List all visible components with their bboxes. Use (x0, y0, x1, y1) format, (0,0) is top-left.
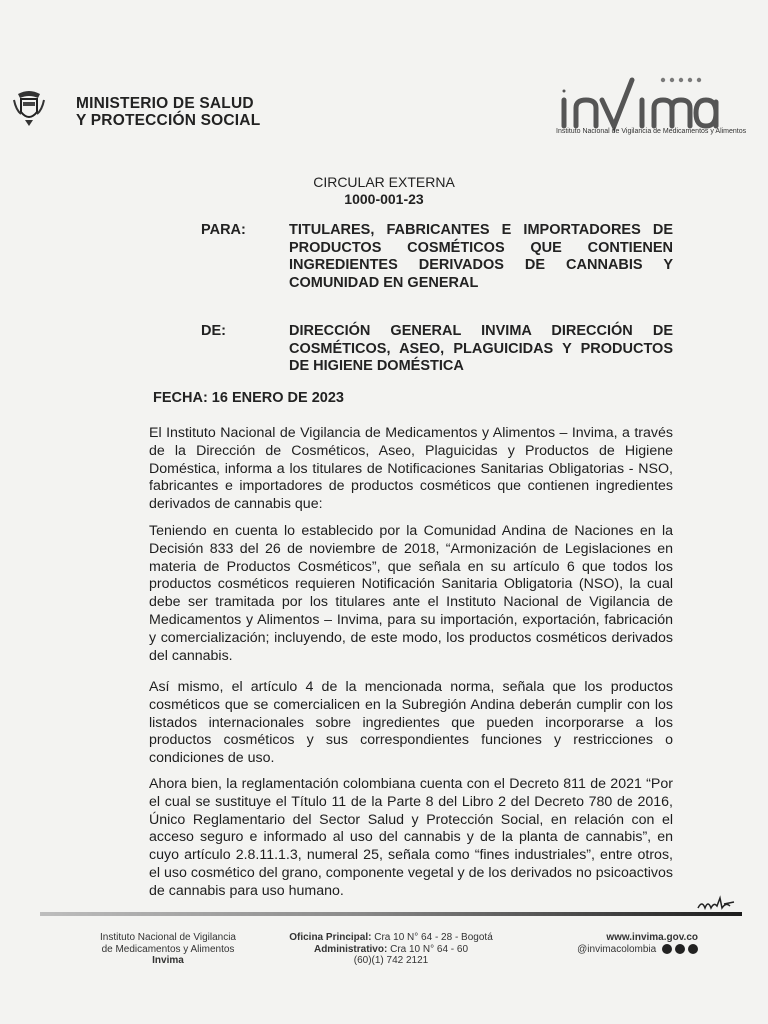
footer-addresses (280, 932, 502, 967)
ministry-name-line2: Y PROTECCIÓN SOCIAL (76, 112, 261, 129)
para-recipients: TITULARES, FABRICANTES E IMPORTADORES DE PRODUCTOS COSMÉTICOS QUE CONTIENEN INGREDIENTES DERIVADOS DE CANNABIS Y COMUNIDAD EN GENERAL (289, 222, 673, 291)
de-label: DE: (201, 323, 226, 339)
ministry-name-line1: MINISTERIO DE SALUD (76, 95, 254, 112)
facebook-icon (662, 944, 672, 954)
footer-contact (548, 932, 698, 955)
body-paragraph-3: Así mismo, el artículo 4 de la mencionada norma, señala que los productos cosméticos que se comercialicen en la Subregión Andina deberán cumplir con los listados internacionales sobre ingredientes que pueden incorporarse a los productos cosméticos y sus correspondientes funciones y restricciones o condiciones de uso. (149, 679, 673, 767)
title-line2: 1000-001-23 (344, 191, 424, 207)
ministry-name (76, 95, 260, 129)
invima-logo (556, 72, 736, 134)
footer-phone: (60)(1) 742 2121 (353, 955, 429, 966)
footer-institution (88, 932, 248, 967)
twitter-icon (675, 944, 685, 954)
de-sender: DIRECCIÓN GENERAL INVIMA DIRECCIÓN DE COSMÉTICOS, ASEO, PLAGUICIDAS Y PRODUCTOS DE HIGIENE DOMÉSTICA (289, 323, 673, 374)
footer-website: www.invima.gov.co (606, 932, 698, 943)
footer-admin-address: Cra 10 N° 64 - 60 (390, 943, 469, 955)
body-paragraph-1: El Instituto Nacional de Vigilancia de Medicamentos y Alimentos – Invima, a través de la Dirección de Cosméticos, Aseo, Plaguicidas y Productos de Higiene Doméstica, informa a los titulares de Notificaciones Sanitarias Obligatorias - NSO, fabricantes e importadores de productos cosméticos que contienen ingredientes derivados de cannabis que: (149, 425, 673, 513)
footer-main-office-label: Oficina Principal: (289, 932, 372, 943)
footer-institution-line2: de Medicamentos y Alimentos (101, 943, 235, 955)
footer-divider (40, 912, 742, 916)
footer-institution-line3: Invima (152, 955, 184, 966)
body-paragraph-2: Teniendo en cuenta lo establecido por la Comunidad Andina de Naciones en la Decisión 833 del 26 de noviembre de 2018, “Armonización de Legislaciones en materia de Productos Cosméticos”, que señala en su artículo 6 que todos los productos cosméticos requieren Notificación Sanitaria Obligatoria (NSO), la cual debe ser tramitada por los titulares ante el Instituto Nacional de Vigilancia de Medicamentos y Alimentos – Invima, para su importación, exportación, fabricación y comercialización; incluyendo, de este modo, los productos cosméticos derivados del cannabis. (149, 523, 673, 664)
instagram-icon (688, 944, 698, 954)
invima-subtitle: Instituto Nacional de Vigilancia de Medicamentos y Alimentos (556, 128, 747, 135)
footer-main-office-address: Cra 10 N° 64 - 28 - Bogotá (374, 932, 493, 943)
footer-admin-label: Administrativo: (313, 943, 388, 955)
footer-institution-line1: Instituto Nacional de Vigilancia (99, 932, 236, 943)
footer-social-handle: @invimacolombia (577, 943, 657, 955)
coat-of-arms-icon (12, 88, 46, 128)
para-label: PARA: (201, 222, 246, 238)
handwritten-initials (696, 894, 736, 914)
body-paragraph-4: Ahora bien, la reglamentación colombiana cuenta con el Decreto 811 de 2021 “Por el cual se sustituye el Título 11 de la Parte 8 del Libro 2 del Decreto 780 de 2016, Único Reglamentario del Sector Salud y Protección Social, en relación con el acceso seguro e informado al uso del cannabis y de la planta de cannabis”, en cuyo artículo 2.8.11.1.3, numeral 25, señala como “fines industriales”, entre otros, el uso cosmético del grano, componente vegetal y de los derivados no psicoactivos de cannabis para uso humano. (149, 776, 673, 899)
title-line1: CIRCULAR EXTERNA (313, 174, 455, 190)
document-title (0, 174, 768, 208)
fecha-line: FECHA: 16 ENERO DE 2023 (153, 390, 344, 406)
